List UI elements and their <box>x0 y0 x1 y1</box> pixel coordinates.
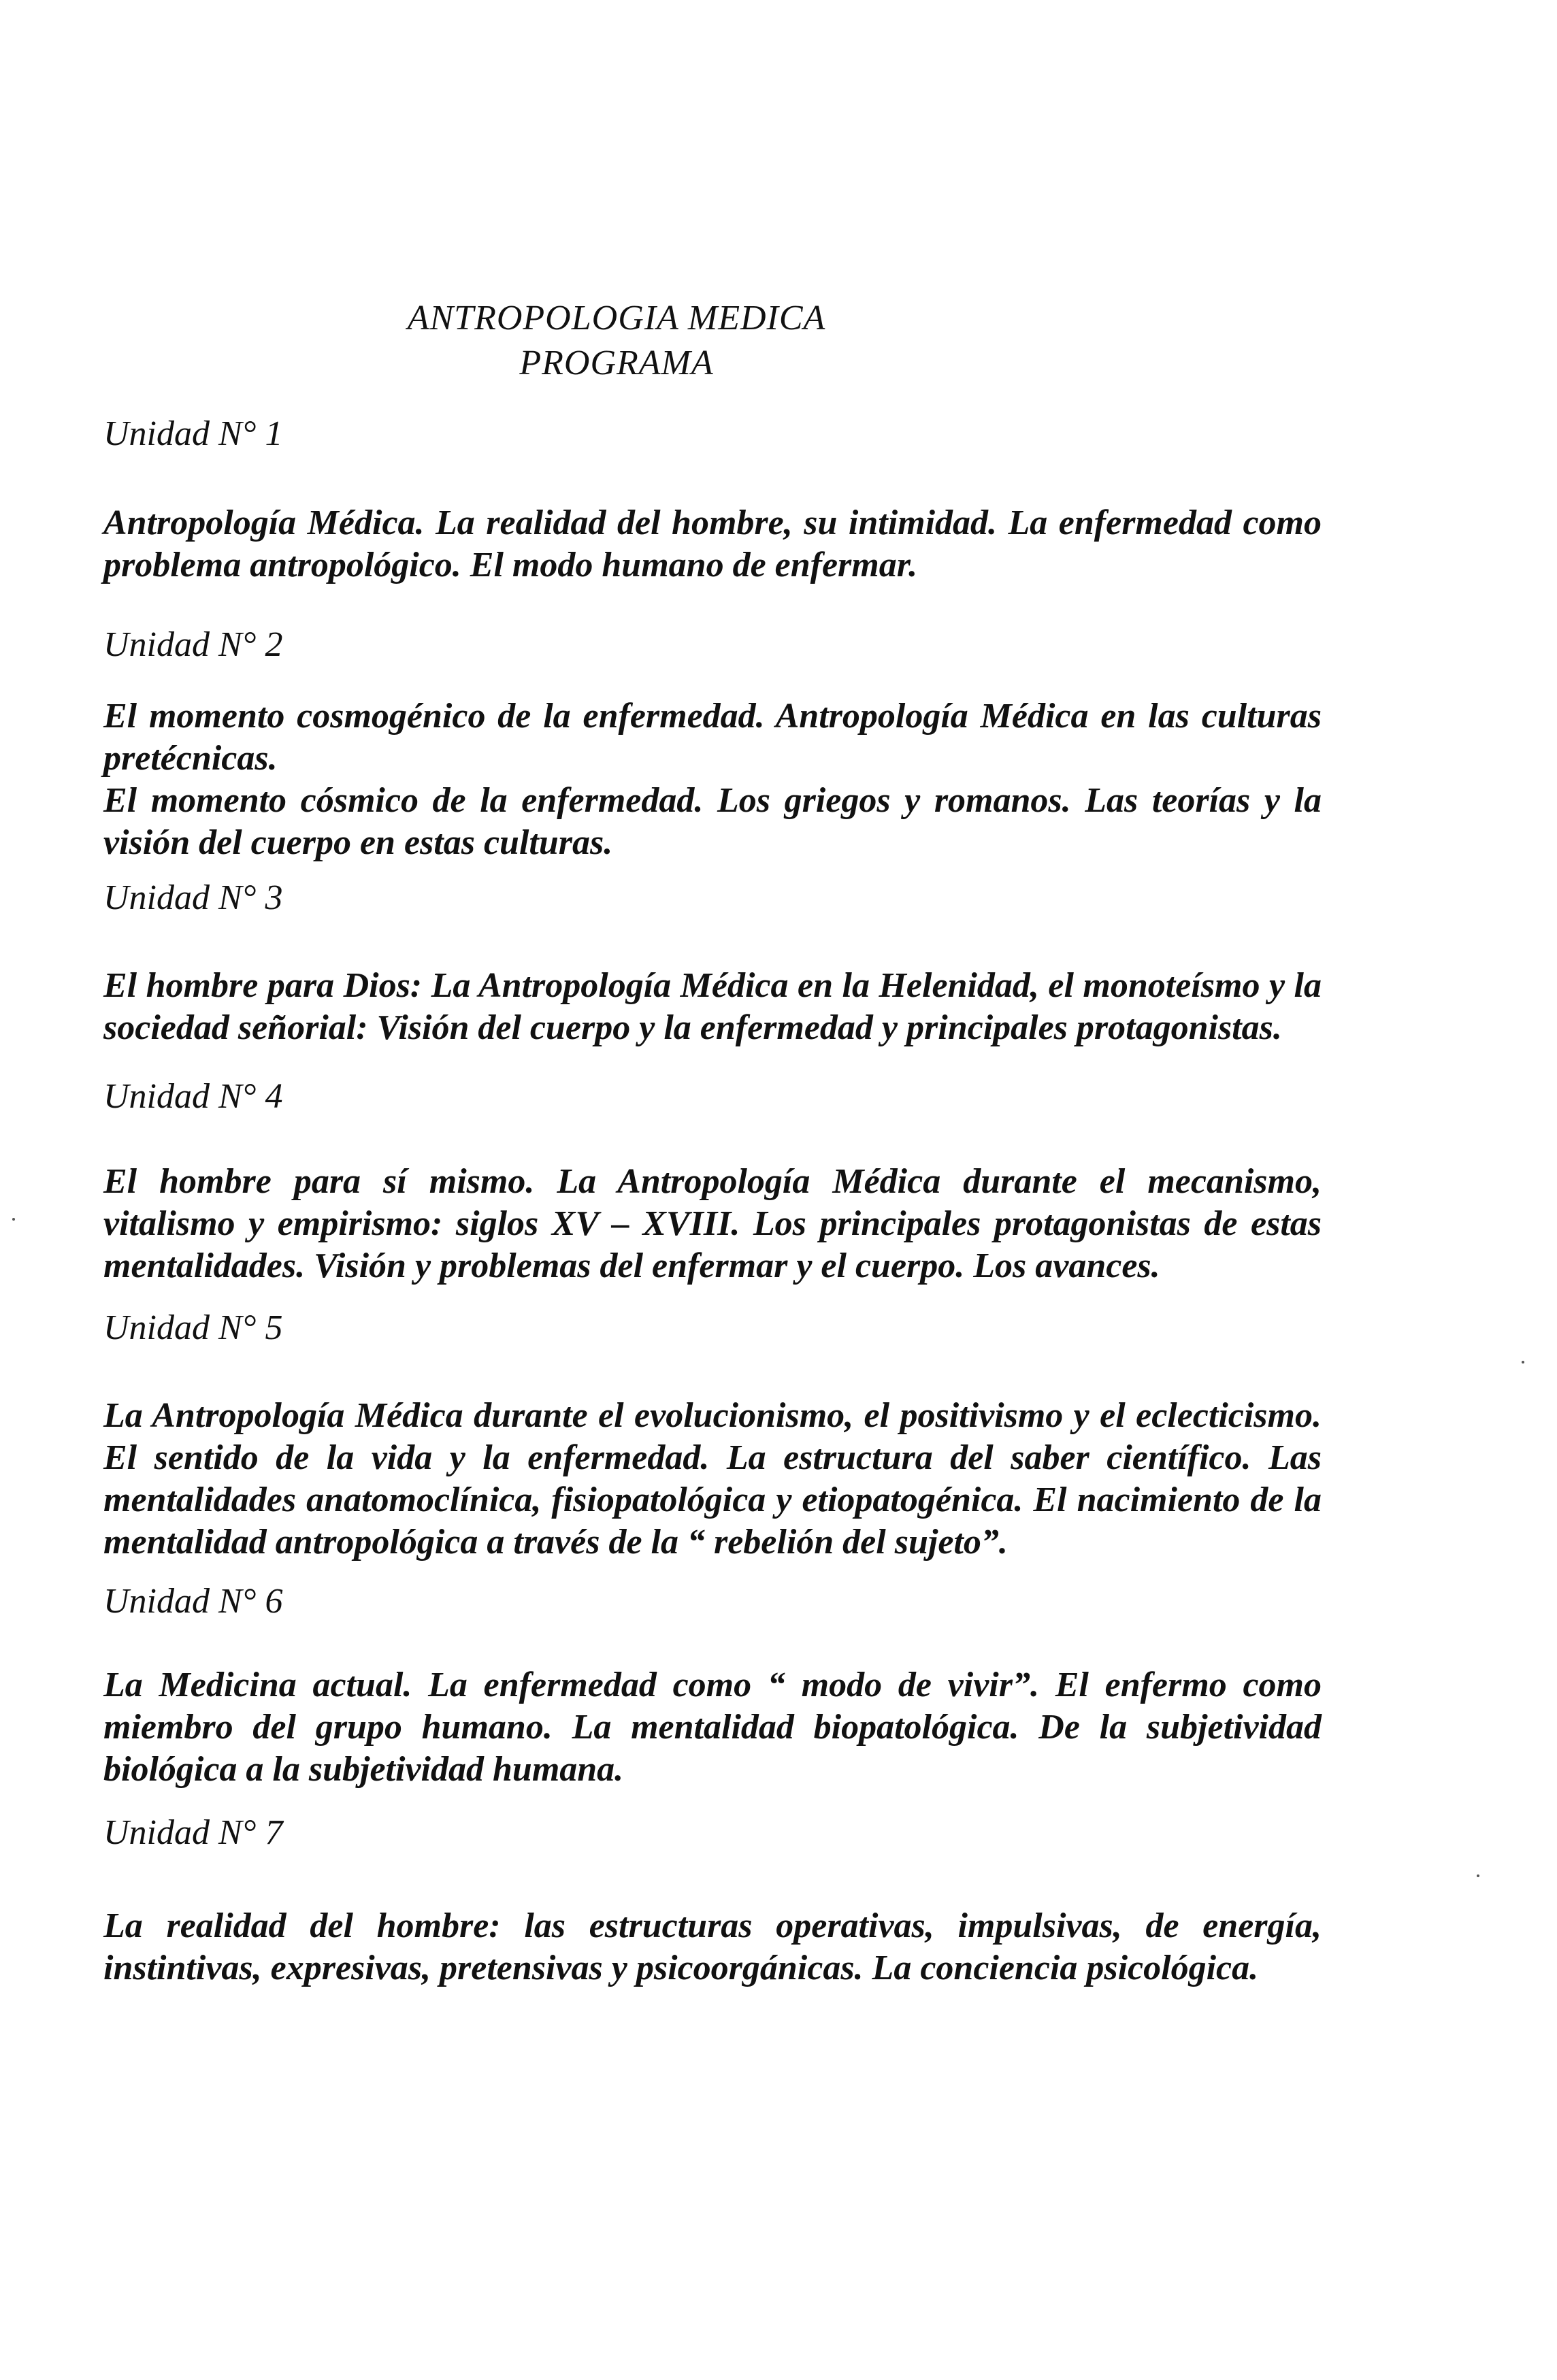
unit-6-heading: Unidad N° 6 <box>103 1582 283 1621</box>
unit-3-paragraph-1: El hombre para Dios: La Antropología Médica en la Helenidad, el monoteísmo y la sociedad señorial: Visión del cuerpo y la enfermedad y principales protagonistas. <box>103 966 1322 1047</box>
unit-7-heading: Unidad N° 7 <box>103 1813 283 1852</box>
title-line-1: ANTROPOLOGIA MEDICA <box>407 299 826 337</box>
unit-2-body <box>103 695 1322 864</box>
scan-speck <box>1477 1874 1479 1877</box>
title-line-2: PROGRAMA <box>519 344 714 382</box>
unit-4-heading: Unidad N° 4 <box>103 1077 283 1116</box>
unit-5-body <box>103 1395 1322 1564</box>
unit-5-paragraph-1: La Antropología Médica durante el evolucionismo, el positivismo y el eclecticismo. El sentido de la vida y la enfermedad. La estructura del saber científico. Las mentalidades anatomoclínica, fisiopatológica y etiopatogénica. El nacimiento de la mentalidad antropológica a través de la “ rebelión del sujeto”. <box>103 1396 1322 1561</box>
unit-3-heading: Unidad N° 3 <box>103 878 283 917</box>
unit-5-heading: Unidad N° 5 <box>103 1308 283 1347</box>
scan-speck <box>1522 1361 1524 1363</box>
unit-6-paragraph-1: La Medicina actual. La enfermedad como “ modo de vivir”. El enfermo como miembro del grupo humano. La mentalidad biopatológica. De la subjetividad biológica a la subjetividad humana. <box>103 1666 1322 1789</box>
document-title <box>0 296 1233 386</box>
unit-3-body <box>103 965 1322 1049</box>
unit-1-heading: Unidad N° 1 <box>103 414 283 453</box>
unit-2-paragraph-2: El momento cósmico de la enfermedad. Los griegos y romanos. Las teorías y la visión del cuerpo en estas culturas. <box>103 781 1322 862</box>
unit-2-heading: Unidad N° 2 <box>103 625 283 664</box>
unit-1-body <box>103 502 1322 586</box>
unit-2-paragraph-1: El momento cosmogénico de la enfermedad. Antropología Médica en las culturas pretécnicas. <box>103 697 1322 778</box>
unit-7-body <box>103 1905 1322 1989</box>
unit-4-paragraph-1: El hombre para sí mismo. La Antropología Médica durante el mecanismo, vitalismo y empirismo: siglos XV – XVIII. Los principales protagonistas de estas mentalidades. Visión y problemas del enfermar y el cuerpo. Los avances. <box>103 1162 1322 1285</box>
unit-7-paragraph-1: La realidad del hombre: las estructuras operativas, impulsivas, de energía, instintivas, expresivas, pretensivas y psicoorgánicas. La conciencia psicológica. <box>103 1906 1322 1987</box>
unit-4-body <box>103 1161 1322 1287</box>
unit-1-paragraph-1: Antropología Médica. La realidad del hombre, su intimidad. La enfermedad como problema antropológico. El modo humano de enfermar. <box>103 503 1322 584</box>
scan-speck <box>12 1218 15 1221</box>
unit-6-body <box>103 1664 1322 1791</box>
